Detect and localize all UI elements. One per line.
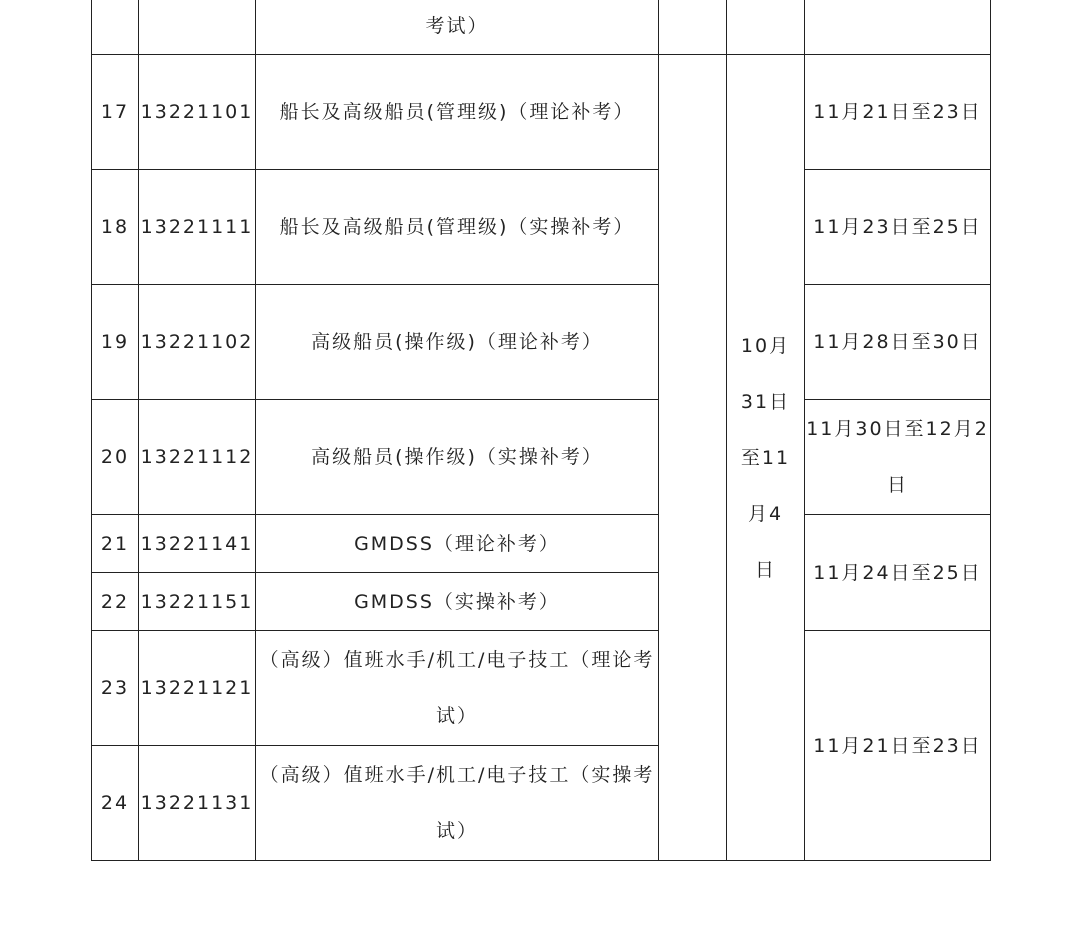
exam-date: 11月21日至23日 [805,55,991,170]
exam-name: 高级船员(操作级)（理论补考） [256,285,659,400]
exam-date: 11月23日至25日 [805,170,991,285]
table-row [92,631,991,746]
row-number: 24 [92,746,139,861]
table-row [92,285,991,400]
exam-code: 13221131 [139,746,256,861]
exam-name: （高级）值班水手/机工/电子技工（实操考试） [256,746,659,861]
exam-code: 13221121 [139,631,256,746]
table-row [92,55,991,170]
blank-column-cell [659,55,727,861]
exam-name: 船长及高级船员(管理级)（实操补考） [256,170,659,285]
registration-period-text: 10月31日至11月4日 [740,334,791,581]
exam-date: 11月28日至30日 [805,285,991,400]
exam-schedule-table [91,0,991,861]
table-row [92,400,991,515]
row-number: 17 [92,55,139,170]
exam-code: 13221111 [139,170,256,285]
table-row [92,515,991,573]
blank-cell [659,0,727,55]
exam-code: 13221112 [139,400,256,515]
table-row [92,170,991,285]
exam-code: 13221141 [139,515,256,573]
exam-name: 船长及高级船员(管理级)（理论补考） [256,55,659,170]
exam-name: GMDSS（实操补考） [256,573,659,631]
exam-date: 11月21日至23日 [805,631,991,861]
exam-code: 13221101 [139,55,256,170]
row-number: 23 [92,631,139,746]
exam-date: 11月24日至25日 [805,515,991,631]
code-cell [139,0,256,55]
row-number: 19 [92,285,139,400]
row-number: 21 [92,515,139,573]
exam-code: 13221151 [139,573,256,631]
exam-date: 11月30日至12月2日 [805,400,991,515]
registration-cell [727,0,805,55]
exam-name: GMDSS（理论补考） [256,515,659,573]
exam-code: 13221102 [139,285,256,400]
row-number: 22 [92,573,139,631]
exam-name-cell: 考试） [256,0,659,55]
registration-period [727,55,805,861]
exam-date-cell [805,0,991,55]
exam-name: 高级船员(操作级)（实操补考） [256,400,659,515]
row-number: 18 [92,170,139,285]
num-cell [92,0,139,55]
row-number: 20 [92,400,139,515]
table-row [92,0,991,55]
exam-name: （高级）值班水手/机工/电子技工（理论考试） [256,631,659,746]
